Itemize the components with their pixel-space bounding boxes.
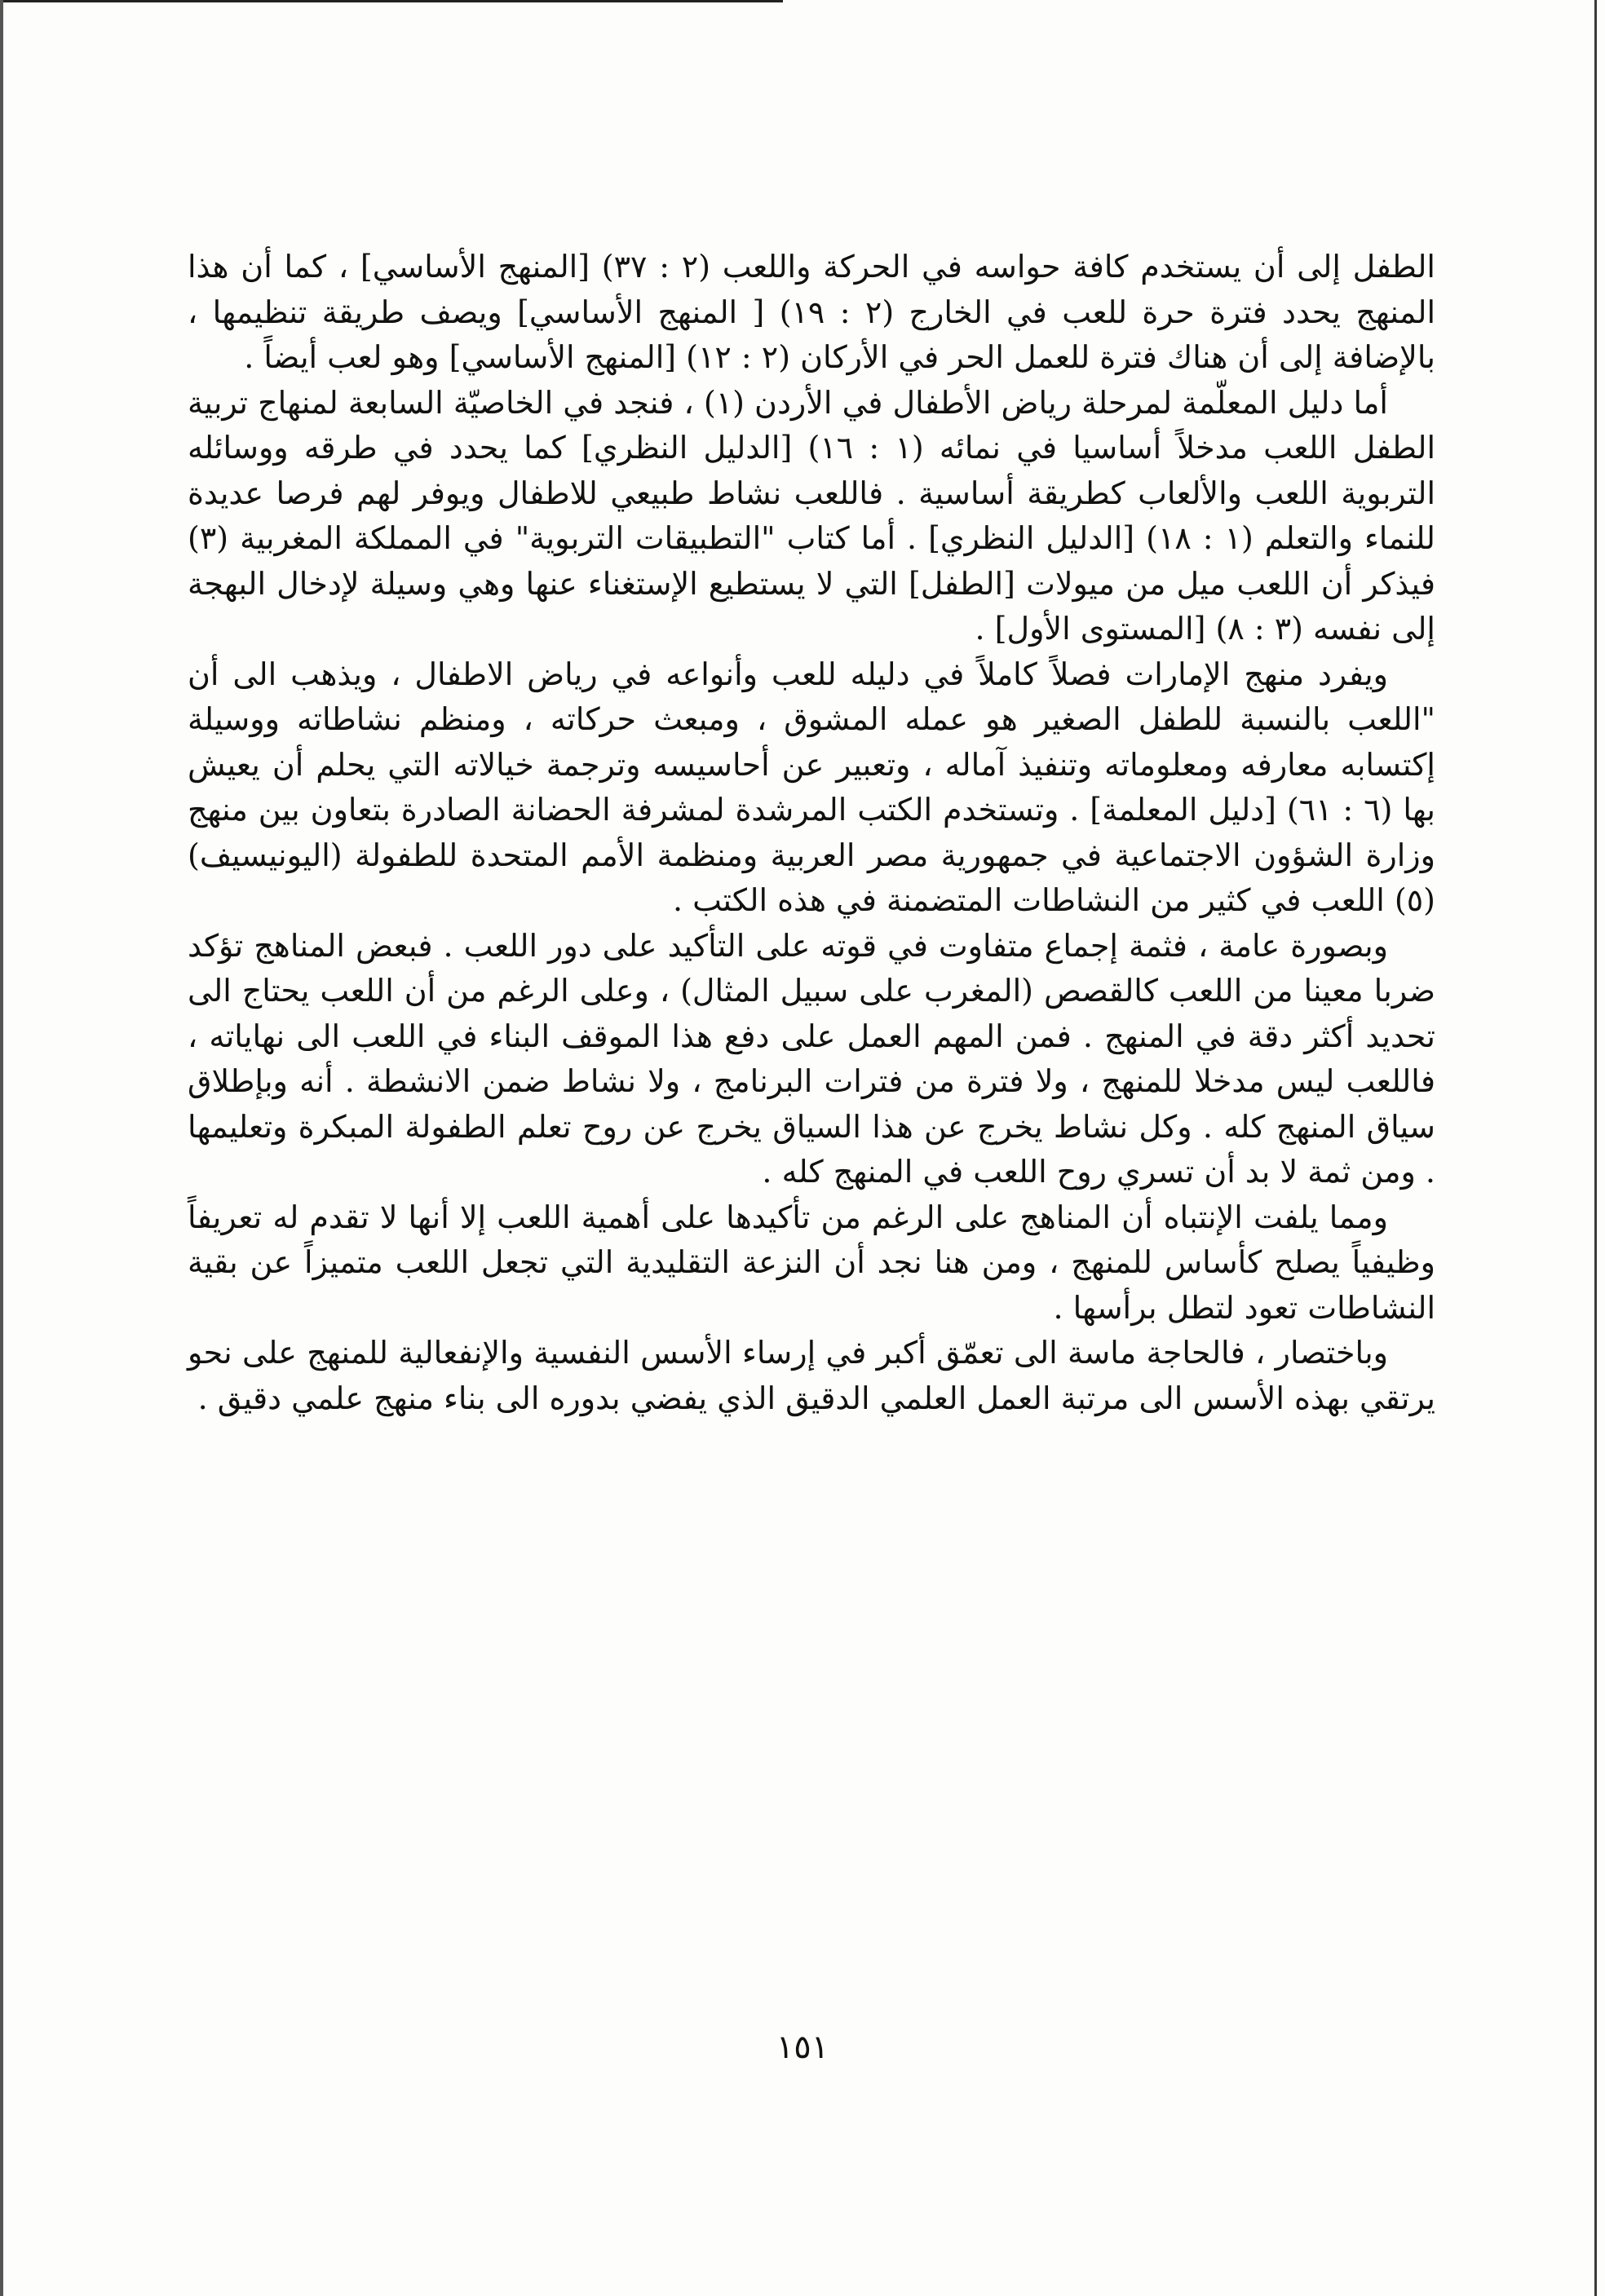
paragraph-5: ومما يلفت الإنتباه أن المناهج على الرغم من تأكيدها على أهمية اللعب إلا أنها لا تقدم له تعريفاً وظيفياً يصلح كأساس للمنهج ، ومن هنا نجد أن النزعة التقليدية التي تجعل اللعب متميزاً عن بقية النشاطات تعود لتطل برأسها . bbox=[188, 1199, 1435, 1326]
paragraph-3: ويفرد منهج الإمارات فصلاً كاملاً في دليله للعب وأنواعه في رياض الاطفال ، ويذهب الى أن "اللعب بالنسبة للطفل الصغير هو عمله المشوق ، ومبعث حركاته ، ومنظم نشاطاته ووسيلة إكتسابه معارفه ومعلوماته وتنفيذ آماله ، وتعبير عن أحاسيسه وترجمة خيالاته التي يحلم أن يعيش بها (٦ : ٦١) [دليل المعلمة] . وتستخدم الكتب المرشدة لمشرفة الحضانة الصادرة بتعاون بين منهج وزارة الشؤون الاجتماعية في جمهورية مصر العربية ومنظمة الأمم المتحدة للطفولة (اليونيسيف) (٥) اللعب في كثير من النشاطات المتضمنة في هذه الكتب . bbox=[188, 656, 1436, 918]
paragraph-6: وباختصار ، فالحاجة ماسة الى تعمّق أكبر في إرساء الأسس النفسية والإنفعالية للمنهج على نحو يرتقي بهذه الأسس الى مرتبة العمل العلمي الدقيق الذي يفضي بدوره الى بناء منهج علمي دقيق . bbox=[188, 1335, 1435, 1416]
paragraph-4: وبصورة عامة ، فثمة إجماع متفاوت في قوته على التأكيد على دور اللعب . فبعض المناهج تؤكد ضربا معينا من اللعب كالقصص (المغرب على سبيل المثال) ، وعلى الرغم من أن اللعب يحتاج الى تحديد أكثر دقة في المنهج . فمن المهم العمل على دفع هذا الموقف البناء في اللعب الى نهاياته ، فاللعب ليس مدخلا للمنهج ، ولا فترة من فترات البرنامج ، ولا نشاط ضمن الانشطة . أنه وبإطلاق سياق المنهج كله . وكل نشاط يخرج عن هذا السياق يخرج عن روح تعلم الطفولة المبكرة وتعليمها . ومن ثمة لا بد أن تسري روح اللعب في المنهج كله . bbox=[188, 927, 1435, 1190]
scan-edge-left bbox=[0, 0, 3, 2296]
page-number: ١٥١ bbox=[776, 2029, 829, 2066]
paragraph-2: أما دليل المعلّمة لمرحلة رياض الأطفال في الأردن (١) ، فنجد في الخاصيّة السابعة لمنهاج تربية الطفل اللعب مدخلاً أساسيا في نمائه (١ : ١٦) [الدليل النظري] كما يحدد في طرقه ووسائله التربوية اللعب والألعاب كطريقة أساسية . فاللعب نشاط طبيعي للاطفال ويوفر لهم فرصا عديدة للنماء والتعلم (١ : ١٨) [الدليل النظري] . أما كتاب "التطبيقات التربوية" في المملكة المغربية (٣) فيذكر أن اللعب ميل من ميولات [الطفل] التي لا يستطيع الإستغناء عنها وهي وسيلة لإدخال البهجة إلى نفسه (٣ : ٨) [المستوى الأول] . bbox=[188, 384, 1435, 647]
paragraph-1: الطفل إلى أن يستخدم كافة حواسه في الحركة واللعب (٢ : ٣٧) [المنهج الأساسي] ، كما أن هذا المنهج يحدد فترة حرة للعب في الخارج (٢ : ١٩) [ المنهج الأساسي] ويصف طريقة تنظيمها ، بالإضافة إلى أن هناك فترة للعمل الحر في الأركان (٢ : ١٢) [المنهج الأساسي] وهو لعب أيضاً . bbox=[188, 249, 1435, 375]
top-rule bbox=[0, 0, 783, 2]
scan-edge-right bbox=[1594, 0, 1597, 2296]
body-text bbox=[188, 245, 1435, 1421]
